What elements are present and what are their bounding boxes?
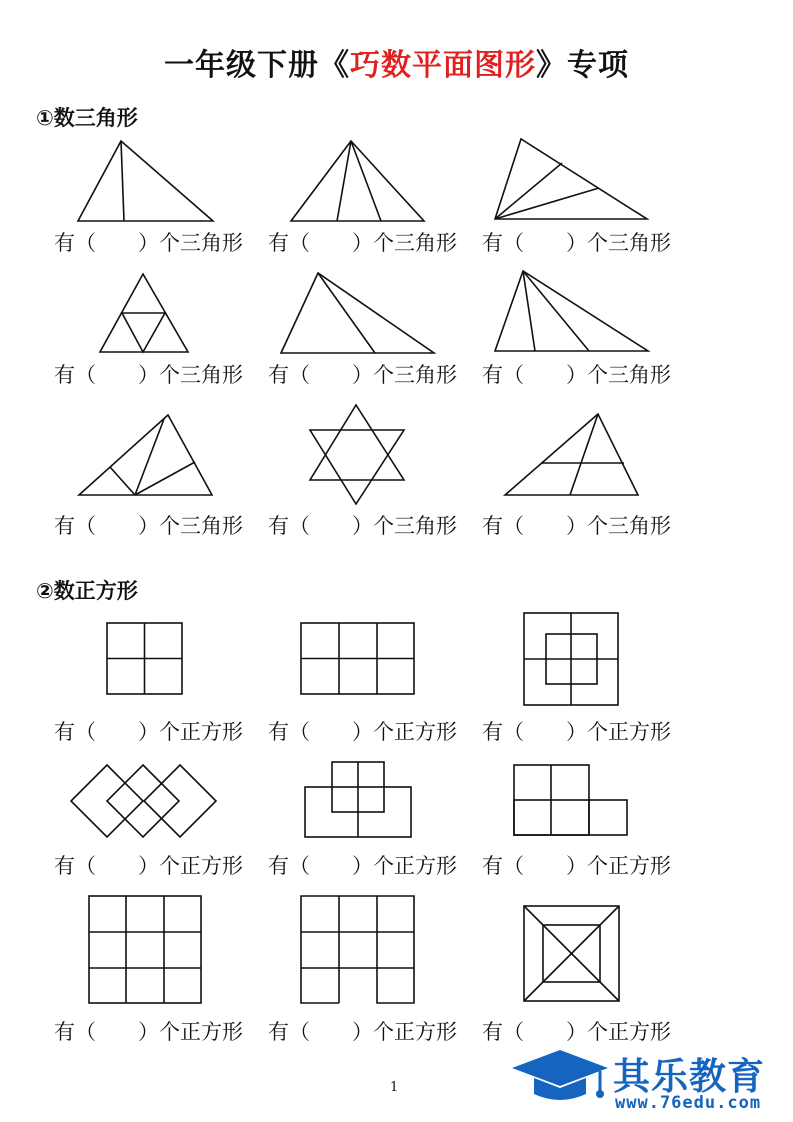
triangle-figure-2 [291,141,424,221]
square-caption-6: 有（ ）个正方形 [482,854,671,878]
triangle-caption-5: 有（ ）个三角形 [268,363,457,387]
title-highlight: 巧数平面图形 [350,48,536,83]
triangle-figure-1 [78,141,213,221]
square-figure-2 [301,623,414,694]
triangle-caption-7: 有（ ）个三角形 [54,514,243,538]
brand-logo-text: 其乐教育 [613,1055,765,1098]
page-number: 1 [390,1080,399,1095]
triangle-figure-6 [495,271,648,351]
square-caption-1: 有（ ）个正方形 [54,720,243,744]
triangle-figure-4 [100,274,188,352]
square-figure-8 [301,896,414,1003]
square-figure-1 [107,623,182,694]
square-figure-6 [514,765,627,835]
square-figure-7 [89,896,201,1003]
square-caption-9: 有（ ）个正方形 [482,1020,671,1044]
square-caption-4: 有（ ）个正方形 [54,854,243,878]
square-figure-4 [71,765,216,837]
square-figure-5 [305,762,411,837]
square-figure-9 [524,906,619,1001]
triangle-figure-8 [310,405,404,504]
section-heading-triangles: ①数三角形 [36,106,138,130]
brand-url: www.76edu.com [615,1093,762,1113]
triangle-caption-3: 有（ ）个三角形 [482,231,671,255]
triangle-figure-3 [495,139,647,219]
square-caption-5: 有（ ）个正方形 [268,854,457,878]
graduation-cap-icon [510,1048,610,1104]
square-figure-3 [524,613,618,705]
section-heading-squares: ②数正方形 [36,579,138,603]
square-caption-2: 有（ ）个正方形 [268,720,457,744]
triangle-figure-9 [505,414,638,495]
triangle-caption-9: 有（ ）个三角形 [482,514,671,538]
square-caption-8: 有（ ）个正方形 [268,1020,457,1044]
title-suffix: 》专项 [536,48,629,83]
title-prefix: 一年级下册《 [164,48,350,83]
triangle-caption-2: 有（ ）个三角形 [268,231,457,255]
triangle-caption-6: 有（ ）个三角形 [482,363,671,387]
triangle-caption-1: 有（ ）个三角形 [54,231,243,255]
square-caption-3: 有（ ）个正方形 [482,720,671,744]
triangle-figure-5 [281,273,434,353]
triangle-figure-7 [79,415,212,495]
triangle-caption-4: 有（ ）个三角形 [54,363,243,387]
square-caption-7: 有（ ）个正方形 [54,1020,243,1044]
triangle-caption-8: 有（ ）个三角形 [268,514,457,538]
